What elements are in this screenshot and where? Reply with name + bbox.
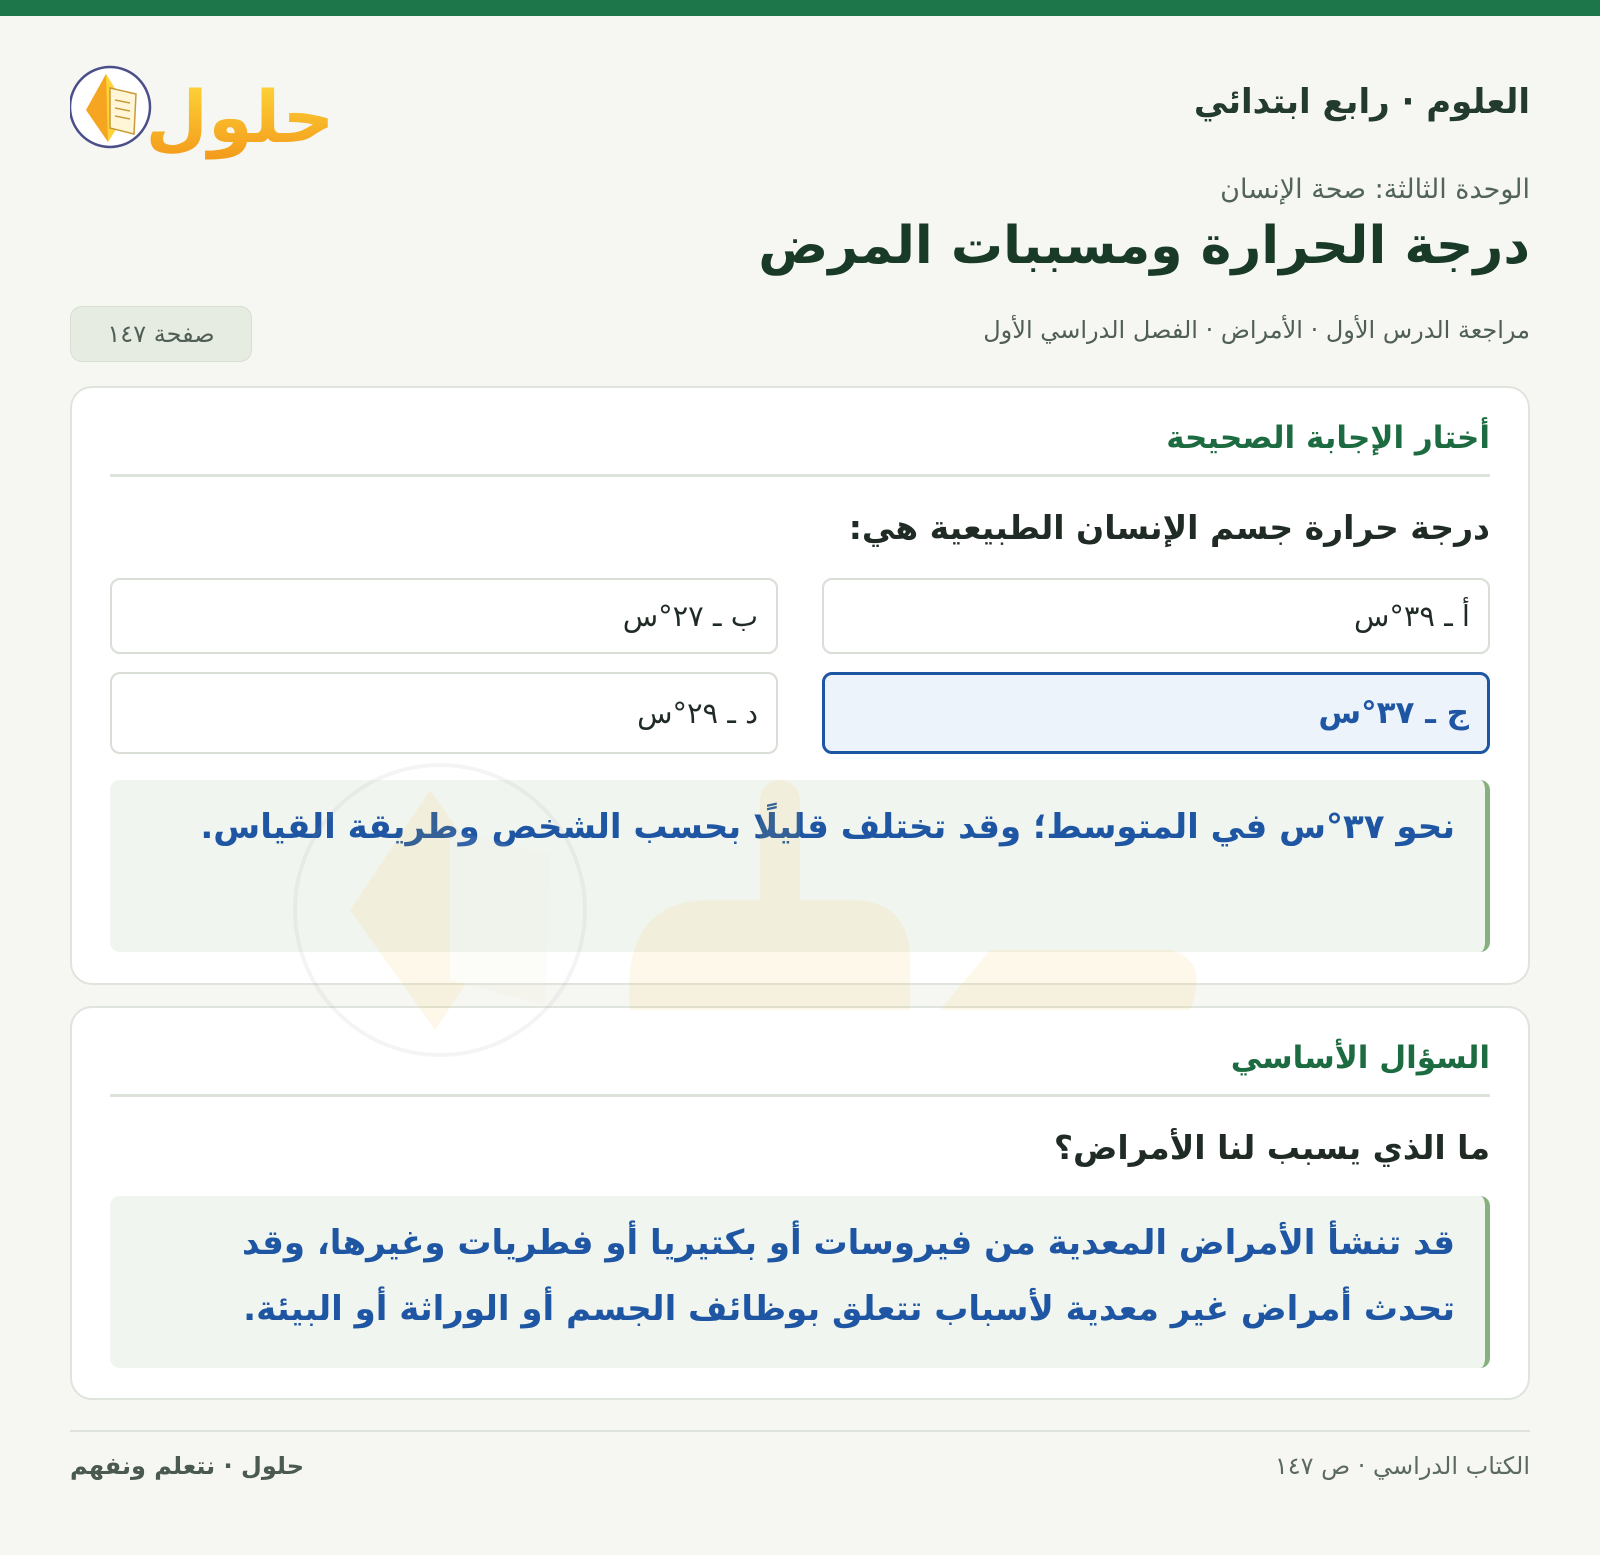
footer-brand: حلول · نتعلم ونفهم <box>70 1452 304 1480</box>
logo <box>70 50 340 170</box>
course-title: العلوم · رابع ابتدائي <box>1193 82 1530 122</box>
lesson-title: درجة الحرارة ومسببات المرض <box>758 216 1530 276</box>
essential-question-card <box>70 1006 1530 1400</box>
lesson-meta: مراجعة الدرس الأول · الأمراض · الفصل الدراسي الأول <box>983 316 1530 344</box>
mcq-answer: نحو ٣٧°س في المتوسط؛ وقد تختلف قليلًا بحسب الشخص وطريقة القياس. <box>110 780 1490 952</box>
option-a[interactable]: أ ـ ٣٩°س <box>822 578 1490 654</box>
page <box>70 16 1530 1555</box>
option-c-selected[interactable]: ج ـ ٣٧°س <box>822 672 1490 754</box>
option-b[interactable]: ب ـ ٢٧°س <box>110 578 778 654</box>
unit-label: الوحدة الثالثة: صحة الإنسان <box>1220 174 1530 205</box>
footer-divider <box>70 1430 1530 1432</box>
mcq-question: درجة حرارة جسم الإنسان الطبيعية هي: <box>848 508 1490 547</box>
logo-text: حلول <box>145 75 335 159</box>
essential-question: ما الذي يسبب لنا الأمراض؟ <box>1053 1128 1490 1167</box>
header <box>70 16 1530 348</box>
page-badge: صفحة ١٤٧ <box>70 306 252 362</box>
essential-heading: السؤال الأساسي <box>110 1040 1490 1097</box>
top-accent-bar <box>0 0 1600 16</box>
mcq-options <box>110 578 1490 754</box>
mcq-heading: أختار الإجابة الصحيحة <box>110 420 1490 477</box>
option-d[interactable]: د ـ ٢٩°س <box>110 672 778 754</box>
essential-answer: قد تنشأ الأمراض المعدية من فيروسات أو بكتيريا أو فطريات وغيرها، وقد تحدث أمراض غير معدية لأسباب تتعلق بوظائف الجسم أو الوراثة أو البيئة. <box>110 1196 1490 1368</box>
footer-source: الكتاب الدراسي · ص ١٤٧ <box>1274 1452 1530 1480</box>
mcq-card <box>70 386 1530 985</box>
